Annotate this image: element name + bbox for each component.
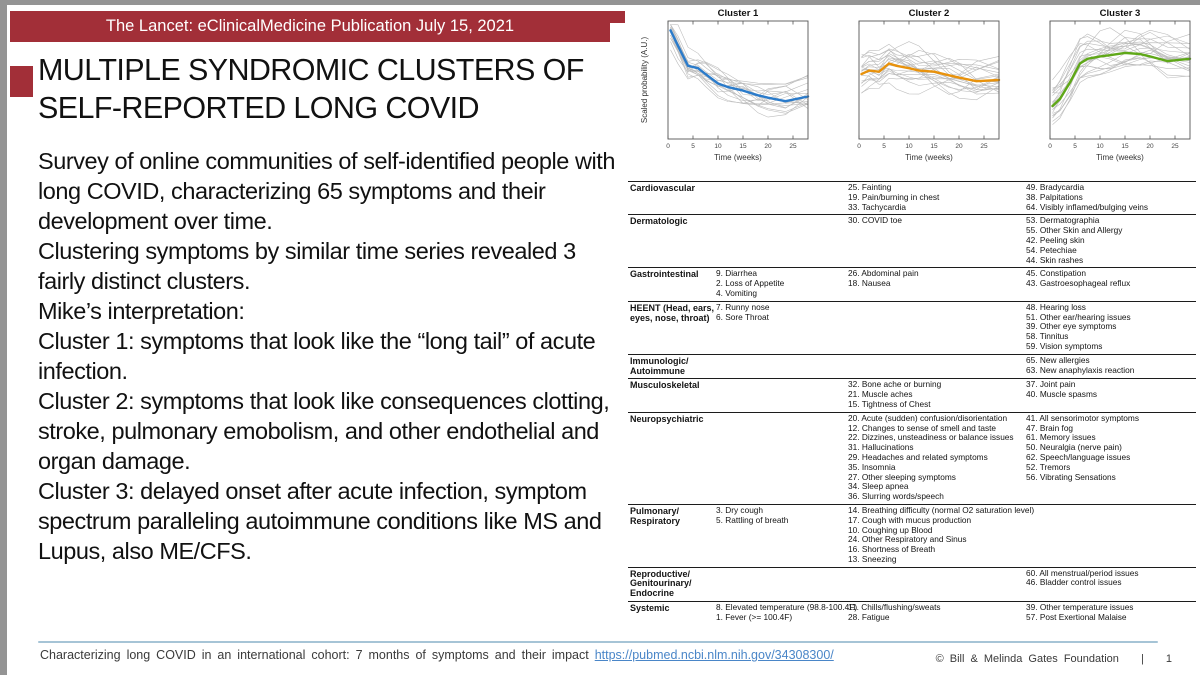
cluster2-cell	[848, 569, 1026, 599]
symptom-item: 12. Changes to sense of smell and taste	[848, 422, 997, 433]
cluster1-cell	[716, 602, 858, 623]
cluster3-cell	[1026, 414, 1196, 502]
cluster2-cell	[848, 380, 1026, 409]
symptom-item: 61. Memory issues	[1026, 432, 1096, 443]
table-row	[628, 354, 1196, 379]
symptom-item: 63. New anaphylaxis reaction	[1026, 364, 1135, 375]
banner	[10, 11, 610, 42]
svg-text:25: 25	[1171, 143, 1179, 150]
system-label-cell: Immunologic/ Autoimmune	[630, 355, 689, 376]
symptom-item: 64. Visibly inflamed/bulging veins	[1026, 201, 1149, 212]
system-label-cell: Gastrointestinal	[630, 269, 699, 280]
cluster1-cell	[716, 414, 848, 502]
symptom-item: 46. Bladder control issues	[1026, 577, 1122, 588]
pubmed-link[interactable]: https://pubmed.ncbi.nlm.nih.gov/34308300/	[594, 648, 834, 662]
table-row	[628, 601, 1196, 625]
cluster1-cell	[716, 216, 848, 265]
symptom-item: 56. Vibrating Sensations	[1026, 471, 1116, 482]
cluster2-cell	[848, 303, 1026, 352]
table-row	[628, 378, 1196, 411]
svg-text:15: 15	[930, 143, 938, 150]
body-paragraph-survey: Survey of online communities of self-identified people with long COVID, characterizing 65 symptoms and their development over time.	[38, 148, 615, 234]
symptom-item: 2. Loss of Appetite	[716, 278, 785, 289]
table-row	[628, 412, 1196, 504]
symptom-item: 35. Insomnia	[848, 461, 896, 472]
system-label-cell: HEENT (Head, ears, eyes, nose, throat)	[630, 302, 715, 323]
symptom-item: 16. Shortness of Breath	[848, 544, 936, 555]
symptom-item: 39. Other eye symptoms	[1026, 321, 1117, 332]
symptom-item: 44. Skin rashes	[1026, 254, 1084, 265]
cluster3-cell	[1026, 269, 1196, 298]
symptom-item: 45. Constipation	[1026, 268, 1086, 279]
table-row	[628, 301, 1196, 354]
symptom-item: 11. Chills/flushing/sweats	[848, 602, 941, 613]
symptom-item: 18. Nausea	[848, 278, 891, 289]
footer-citation	[40, 648, 834, 662]
cluster3-cell	[1026, 569, 1196, 599]
symptom-item: 29. Headaches and related symptoms	[848, 451, 988, 462]
cluster1-cell	[716, 356, 848, 377]
system-label-cell: Cardiovascular	[630, 183, 696, 193]
cluster1-cell	[716, 569, 848, 599]
table-row	[628, 504, 1196, 567]
chart-cluster-3	[1020, 6, 1196, 168]
symptom-item: 7. Runny nose	[716, 301, 770, 312]
svg-text:Time (weeks): Time (weeks)	[905, 153, 953, 162]
svg-text:Time (weeks): Time (weeks)	[1096, 153, 1144, 162]
svg-text:15: 15	[739, 143, 747, 150]
cluster1-cell	[716, 303, 848, 352]
svg-text:0: 0	[1048, 143, 1052, 150]
body-paragraph-clustering: Clustering symptoms by similar time series revealed 3 fairly distinct clusters.	[38, 238, 576, 294]
symptom-item: 32. Bone ache or burning	[848, 379, 942, 390]
symptom-item: 9. Diarrhea	[716, 268, 758, 279]
svg-text:20: 20	[1146, 143, 1154, 150]
symptom-item: 33. Tachycardia	[848, 201, 906, 212]
cluster1-interpretation: Cluster 1: symptoms that look like the “long tail” of acute infection.	[38, 328, 596, 384]
symptom-item: 42. Peeling skin	[1026, 234, 1085, 245]
system-label-cell: Musculoskeletal	[630, 380, 700, 391]
chart-cluster-1	[638, 6, 814, 168]
symptom-item: 26. Abdominal pain	[848, 268, 919, 279]
slide-border-left	[0, 0, 7, 675]
symptom-item: 28. Fatigue	[848, 611, 890, 622]
copyright-text: © Bill & Melinda Gates Foundation	[935, 653, 1119, 665]
table-row	[628, 181, 1196, 214]
page-title-line1: MULTIPLE SYNDROMIC CLUSTERS OF	[38, 53, 584, 87]
symptom-item: 31. Hallucinations	[848, 442, 914, 453]
symptom-item: 36. Slurring words/speech	[848, 491, 944, 502]
svg-text:Scaled probability (A.U.): Scaled probability (A.U.)	[640, 36, 649, 124]
cluster2-cell	[848, 269, 1026, 298]
cluster3-cell	[1026, 303, 1196, 352]
symptom-item: 25. Fainting	[848, 182, 892, 192]
citation-text: Characterizing long COVID in an international cohort: 7 months of symptoms and their impact	[40, 648, 589, 662]
table-row	[628, 567, 1196, 601]
symptom-item: 37. Joint pain	[1026, 379, 1076, 390]
table-row	[628, 267, 1196, 300]
svg-text:Time (weeks): Time (weeks)	[714, 153, 762, 162]
system-label-cell: Pulmonary/ Respiratory	[630, 505, 681, 526]
symptom-item: 3. Dry cough	[716, 504, 764, 515]
banner-text: The Lancet: eClinicalMedicine Publication July 15, 2021	[105, 17, 515, 35]
symptom-item: 59. Vision symptoms	[1026, 340, 1103, 351]
symptom-item: 51. Other ear/hearing issues	[1026, 311, 1131, 322]
symptom-item: 6. Sore Throat	[716, 311, 769, 322]
symptom-table	[628, 181, 1196, 633]
cluster3-cell	[1026, 183, 1196, 212]
svg-text:25: 25	[980, 143, 988, 150]
slide-border-top	[0, 0, 1200, 5]
symptom-item: 4. Vomiting	[716, 287, 758, 298]
symptom-item: 47. Brain fog	[1026, 422, 1074, 433]
body-text	[38, 146, 620, 566]
symptom-item: 39. Other temperature issues	[1026, 602, 1134, 613]
symptom-item: 19. Pain/burning in chest	[848, 191, 940, 202]
banner-decoration	[610, 11, 625, 23]
symptom-item: 21. Muscle aches	[848, 389, 913, 400]
symptom-item: 17. Cough with mucus production	[848, 514, 972, 525]
cluster2-cell	[848, 504, 1035, 565]
cluster3-cell	[1026, 506, 1196, 565]
cluster1-cell	[716, 183, 848, 212]
symptom-item: 43. Gastroesophageal reflux	[1026, 278, 1131, 289]
svg-text:0: 0	[666, 143, 670, 150]
cluster3-cell	[1026, 356, 1196, 377]
cluster3-cell	[1026, 216, 1196, 265]
svg-text:15: 15	[1121, 143, 1129, 150]
page-title	[38, 52, 623, 127]
svg-text:5: 5	[691, 143, 695, 150]
symptom-item: 13. Sneezing	[848, 553, 897, 564]
cluster1-cell	[716, 380, 848, 409]
svg-text:25: 25	[789, 143, 797, 150]
svg-text:Cluster 2: Cluster 2	[908, 8, 950, 19]
symptom-item: 27. Other sleeping symptoms	[848, 471, 956, 482]
footer-right	[936, 653, 1172, 665]
chart-cluster-2	[829, 6, 1005, 168]
cluster3-interpretation: Cluster 3: delayed onset after acute infection, symptom spectrum paralleling autoimmune conditions like MS and Lupus, also ME/CFS.	[38, 478, 602, 564]
cluster3-cell	[1026, 380, 1196, 409]
page-title-line2: SELF-REPORTED LONG COVID	[38, 90, 479, 125]
symptom-item: 14. Breathing difficulty (normal O2 saturation level)	[848, 504, 1035, 515]
cluster2-cell	[848, 216, 1026, 265]
system-label-cell: Dermatologic	[630, 216, 688, 227]
system-label-cell: Reproductive/ Genitourinary/ Endocrine	[630, 568, 692, 599]
title-bullet-square	[10, 66, 33, 97]
symptom-item: 40. Muscle spasms	[1026, 389, 1098, 400]
symptom-item: 1. Fever (>= 100.4F)	[716, 611, 793, 622]
symptom-item: 49. Bradycardia	[1026, 182, 1085, 192]
svg-text:Cluster 1: Cluster 1	[717, 8, 759, 19]
symptom-item: 65. New allergies	[1026, 354, 1090, 365]
symptom-item: 53. Dermatographia	[1026, 215, 1100, 226]
svg-text:10: 10	[905, 143, 913, 150]
symptom-item: 20. Acute (sudden) confusion/disorientation	[848, 412, 1008, 423]
symptom-item: 52. Tremors	[1026, 461, 1071, 472]
symptom-item: 10. Coughing up Blood	[848, 524, 933, 535]
footer-separator: |	[1140, 653, 1144, 665]
cluster2-cell	[848, 603, 1026, 623]
symptom-item: 38. Palpitations	[1026, 191, 1083, 202]
cluster2-interpretation: Cluster 2: symptoms that look like consequences clotting, stroke, pulmonary emobolism, and other endothelial and organ damage.	[38, 388, 610, 474]
symptom-item: 30. COVID toe	[848, 215, 902, 226]
symptom-item: 50. Neuralgia (nerve pain)	[1026, 442, 1122, 453]
interpretation-heading: Mike’s interpretation:	[38, 298, 245, 324]
symptom-item: 22. Dizzines, unsteadiness or balance issues	[848, 432, 1014, 443]
symptom-item: 58. Tinnitus	[1026, 331, 1069, 342]
system-label-cell: Systemic	[630, 603, 670, 614]
symptom-item: 5. Rattling of breath	[716, 514, 789, 525]
cluster2-cell	[848, 414, 1026, 502]
cluster3-cell	[1026, 603, 1196, 623]
symptom-item: 55. Other Skin and Allergy	[1026, 225, 1123, 236]
page-number: 1	[1165, 653, 1172, 665]
symptom-item: 8. Elevated temperature (98.8-100.4F)	[716, 602, 858, 613]
symptom-item: 48. Hearing loss	[1026, 301, 1086, 312]
symptom-item: 54. Petechiae	[1026, 244, 1077, 255]
symptom-item: 15. Tightness of Chest	[848, 398, 931, 409]
svg-text:Cluster 3: Cluster 3	[1099, 8, 1141, 19]
footer-divider	[38, 641, 1158, 643]
svg-text:0: 0	[857, 143, 861, 150]
symptom-item: 24. Other Respiratory and Sinus	[848, 534, 967, 545]
svg-text:10: 10	[714, 143, 722, 150]
symptom-item: 41. All sensorimotor symptoms	[1026, 412, 1139, 423]
cluster-charts	[638, 6, 1196, 176]
svg-text:5: 5	[882, 143, 886, 150]
cluster2-cell	[848, 356, 1026, 377]
symptom-item: 60. All menstrual/period issues	[1026, 567, 1139, 578]
svg-text:20: 20	[955, 143, 963, 150]
svg-text:20: 20	[764, 143, 772, 150]
cluster2-cell	[848, 183, 1026, 212]
svg-text:10: 10	[1096, 143, 1104, 150]
cluster1-cell	[716, 269, 848, 298]
symptom-item: 57. Post Exertional Malaise	[1026, 611, 1127, 622]
symptom-item: 62. Speech/language issues	[1026, 451, 1131, 462]
system-label-cell: Neuropsychiatric	[630, 413, 704, 424]
symptom-item: 34. Sleep apnea	[848, 481, 909, 492]
table-row	[628, 214, 1196, 267]
svg-text:5: 5	[1073, 143, 1077, 150]
cluster1-cell	[716, 506, 848, 565]
